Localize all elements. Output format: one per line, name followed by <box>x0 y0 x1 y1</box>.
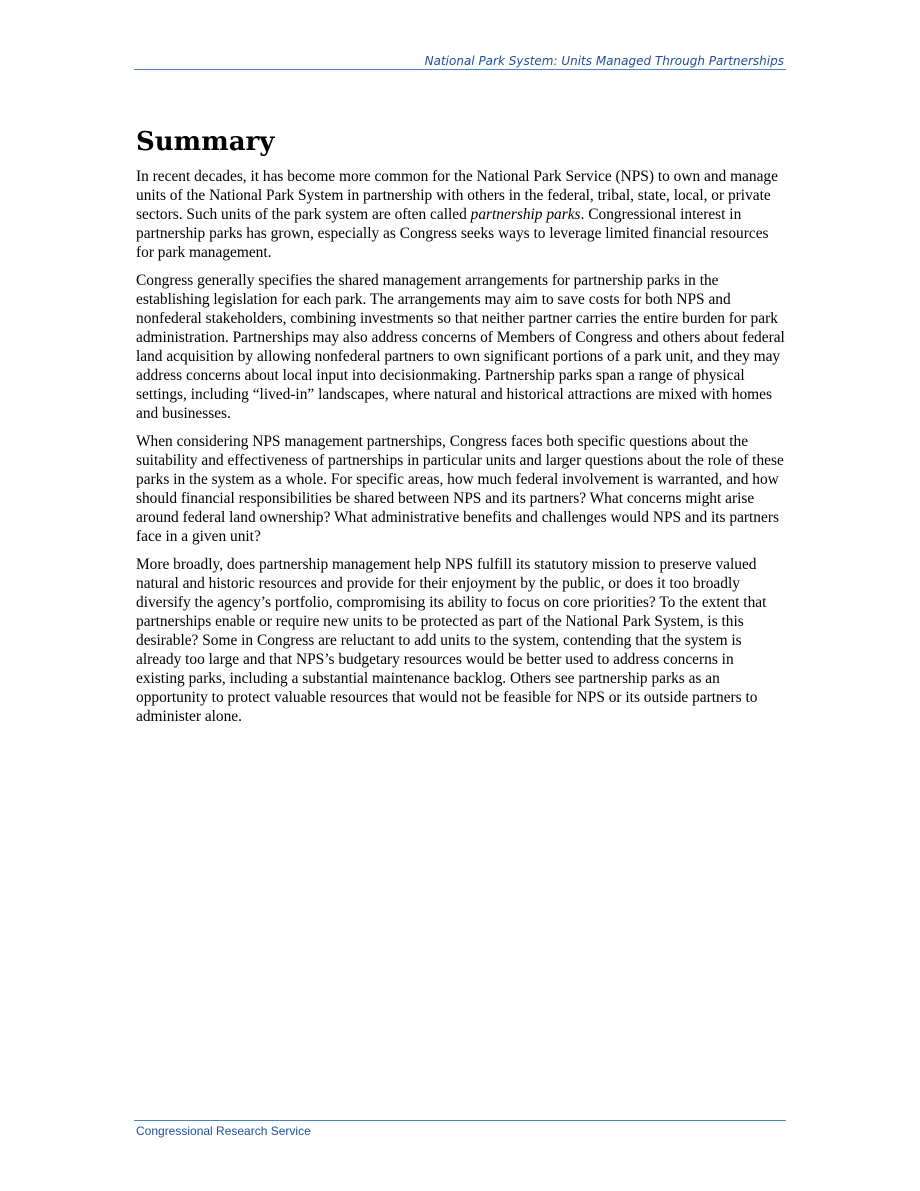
running-header-title: National Park System: Units Managed Through Partnerships <box>424 54 784 68</box>
summary-paragraph-1 <box>136 167 786 262</box>
summary-paragraph-3: When considering NPS management partnerships, Congress faces both specific questions about the suitability and effectiveness of partnerships in particular units and larger questions about the role of these parks in the system as a whole. For specific areas, how much federal involvement is warranted, and how should financial responsibilities be shared between NPS and its partners? What concerns might arise around federal land ownership? What administrative benefits and challenges would NPS and its partners face in a given unit? <box>136 433 784 545</box>
paragraph-1-lead: In recent decades, it has become more common for the National Park Service (NPS) to own and manage units of the National Park System in partnership with others in the federal, tribal, state, local, or private sectors. Such units of the park system are often called <box>136 168 778 223</box>
running-header <box>134 54 786 70</box>
footer-source: Congressional Research Service <box>136 1124 311 1138</box>
partnership-parks-term: partnership parks <box>470 206 581 223</box>
paragraph-1-tail: . Congressional interest in partnership parks has grown, especially as Congress seeks ways to leverage limited financial resources for park management. <box>136 206 769 261</box>
running-footer <box>134 1120 786 1138</box>
summary-section <box>136 125 786 735</box>
section-heading: Summary <box>136 127 275 157</box>
summary-paragraph-2: Congress generally specifies the shared management arrangements for partnership parks in the establishing legislation for each park. The arrangements may aim to save costs for both NPS and nonfederal stakeholders, combining investments so that neither partner carries the entire burden for park administration. Partnerships may also address concerns of Members of Congress and others about federal land acquisition by allowing nonfederal partners to own significant portions of a park unit, and they may address concerns about local input into decisionmaking. Partnership parks span a range of physical settings, including “lived-in” landscapes, where natural and historical attractions are mixed with homes and businesses. <box>136 272 785 422</box>
summary-paragraph-4: More broadly, does partnership management help NPS fulfill its statutory mission to preserve valued natural and historic resources and provide for their enjoyment by the public, or does it too broadly diversify the agency’s portfolio, compromising its ability to focus on core priorities? To the extent that partnerships enable or require new units to be protected as part of the National Park System, is this desirable? Some in Congress are reluctant to add units to the system, contending that the system is already too large and that NPS’s budgetary resources would be better used to address concerns in existing parks, including a substantial maintenance backlog. Others see partnership parks as an opportunity to protect valuable resources that would not be feasible for NPS or its outside partners to administer alone. <box>136 556 767 725</box>
